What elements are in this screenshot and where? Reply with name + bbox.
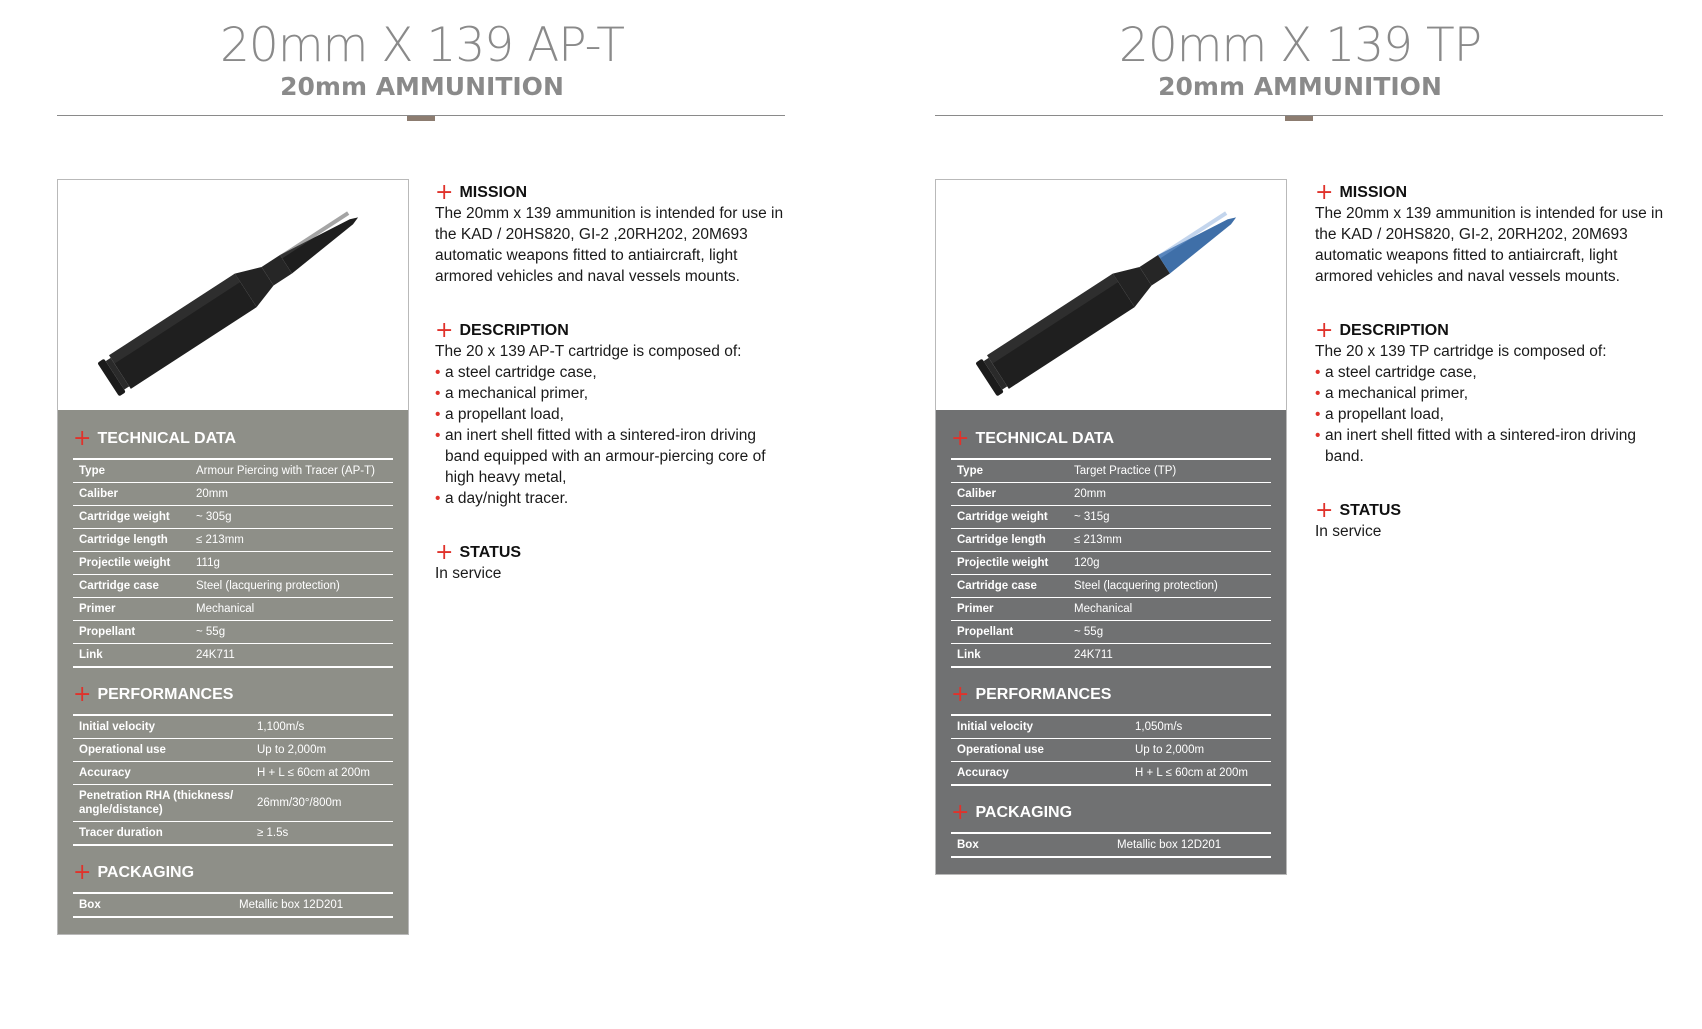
spec-key: Propellant [951,621,1068,644]
product-ap-t [57,0,792,1029]
table-row [73,893,393,917]
spec-key: Cartridge weight [73,506,190,529]
data-panel [936,410,1286,874]
cartridge-illustration [936,180,1286,410]
product-subtitle: 20mm AMMUNITION [1158,72,1442,101]
product-tp [935,0,1670,1029]
status-text: In service [1315,523,1382,540]
mission-text: The 20mm x 139 ammunition is intended for use in the KAD / 20HS820, GI-2 ,20RH202, 20M693 automatic weapons fitted to antiaircraft, light armored vehicles and naval vessels mounts. [435,205,784,285]
plus-icon: + [73,426,92,451]
table-row [73,483,393,506]
spec-value: Target Practice (TP) [1068,459,1271,483]
table-row [73,575,393,598]
plus-icon: + [1315,317,1334,343]
spec-key: Caliber [951,483,1068,506]
spec-key: Link [951,644,1068,668]
spec-key: Penetration RHA (thickness/ angle/distance) [73,785,251,822]
spec-key: Tracer duration [73,822,251,846]
packaging-heading: + PACKAGING [951,800,1073,825]
cartridge-image [58,180,408,410]
spec-key: Projectile weight [951,552,1068,575]
plus-icon: + [1315,497,1334,523]
data-panel [58,410,408,934]
table-row [951,621,1271,644]
spec-value: Up to 2,000m [1129,739,1271,762]
spec-key: Cartridge case [73,575,190,598]
plus-icon: + [951,426,970,451]
spec-key: Projectile weight [73,552,190,575]
table-row [73,552,393,575]
spec-key: Type [73,459,190,483]
performances-table [951,714,1271,786]
table-row [951,459,1271,483]
product-text [435,179,785,617]
spec-key: Primer [951,598,1068,621]
spec-value: Metallic box 12D201 [233,893,393,917]
table-row [951,506,1271,529]
spec-value: H + L ≤ 60cm at 200m [251,762,393,785]
plus-icon: + [951,800,970,825]
spec-value: ~ 55g [1068,621,1271,644]
list-item: • an inert shell fitted with a sintered-iron driving band. [1315,425,1665,467]
description-list [1315,362,1665,467]
cartridge-image [936,180,1286,410]
mission-heading: + MISSION [435,179,527,205]
table-row [73,529,393,552]
spec-key: Initial velocity [951,715,1129,739]
list-item: • a day/night tracer. [435,488,785,509]
projectile-tip [280,208,364,273]
spec-value: ~ 55g [190,621,393,644]
mission-section [1315,179,1665,287]
table-row [73,459,393,483]
list-item: • a mechanical primer, [435,383,785,404]
description-heading: + DESCRIPTION [435,317,569,343]
spec-value: ≤ 213mm [190,529,393,552]
plus-icon: + [435,317,454,343]
cartridge-illustration [58,180,408,410]
list-item: • an inert shell fitted with a sintered-iron driving band equipped with an armour-piercing core of high heavy metal, [435,425,785,488]
spec-value: 20mm [1068,483,1271,506]
spec-card [935,179,1287,875]
spec-value: H + L ≤ 60cm at 200m [1129,762,1271,786]
list-item: • a propellant load, [1315,404,1665,425]
spec-key: Cartridge length [73,529,190,552]
spec-value: Up to 2,000m [251,739,393,762]
product-title: 20mm X 139 TP [1118,18,1482,73]
spec-value: 26mm/30°/800m [251,785,393,822]
spec-value: 111g [190,552,393,575]
spec-value: 24K711 [1068,644,1271,668]
table-row [951,833,1271,857]
spec-value: Mechanical [190,598,393,621]
table-row [73,621,393,644]
technical-data-heading: + TECHNICAL DATA [73,426,237,451]
spec-key: Cartridge weight [951,506,1068,529]
status-section [435,539,785,584]
spec-key: Cartridge length [951,529,1068,552]
status-heading: + STATUS [1315,497,1402,523]
spec-value: ~ 305g [190,506,393,529]
table-row [73,715,393,739]
spec-value: 120g [1068,552,1271,575]
projectile-tip [1158,208,1242,273]
spec-value: ≤ 213mm [1068,529,1271,552]
list-item: • a mechanical primer, [1315,383,1665,404]
table-row [73,644,393,668]
product-text [1315,179,1665,575]
product-subtitle: 20mm AMMUNITION [280,72,564,101]
spec-value: Mechanical [1068,598,1271,621]
table-row [951,715,1271,739]
table-row [73,506,393,529]
spec-value: Steel (lacquering protection) [190,575,393,598]
mission-section [435,179,785,287]
spec-key: Operational use [951,739,1129,762]
list-item: • a steel cartridge case, [1315,362,1665,383]
plus-icon: + [73,860,92,885]
description-list [435,362,785,509]
technical-data-heading: + TECHNICAL DATA [951,426,1115,451]
plus-icon: + [73,682,92,707]
product-title: 20mm X 139 AP-T [220,18,624,73]
table-row [951,598,1271,621]
technical-data-table [73,458,393,668]
plus-icon: + [1315,179,1334,205]
spec-key: Box [73,893,233,917]
list-item: • a steel cartridge case, [435,362,785,383]
table-row [951,644,1271,668]
spec-key: Propellant [73,621,190,644]
table-row [951,762,1271,786]
spec-key: Cartridge case [951,575,1068,598]
plus-icon: + [435,539,454,565]
spec-key: Primer [73,598,190,621]
performances-heading: + PERFORMANCES [73,682,234,707]
spec-value: Steel (lacquering protection) [1068,575,1271,598]
spec-value: 1,050m/s [1129,715,1271,739]
spec-key: Link [73,644,190,668]
spec-value: Armour Piercing with Tracer (AP-T) [190,459,393,483]
packaging-heading: + PACKAGING [73,860,195,885]
table-row [73,822,393,846]
status-text: In service [435,565,502,582]
mission-heading: + MISSION [1315,179,1407,205]
performances-table [73,714,393,846]
spec-key: Accuracy [73,762,251,785]
spec-value: 20mm [190,483,393,506]
packaging-table [73,892,393,918]
table-row [951,529,1271,552]
table-row [73,739,393,762]
list-item: • a propellant load, [435,404,785,425]
spec-value: ~ 315g [1068,506,1271,529]
description-section [435,317,785,509]
spec-key: Initial velocity [73,715,251,739]
table-row [951,739,1271,762]
spec-key: Type [951,459,1068,483]
spec-key: Operational use [73,739,251,762]
description-section [1315,317,1665,467]
spec-key: Box [951,833,1111,857]
table-row [951,552,1271,575]
description-intro: The 20 x 139 TP cartridge is composed of: [1315,343,1607,360]
table-row [73,785,393,822]
spec-key: Accuracy [951,762,1129,786]
plus-icon: + [951,682,970,707]
plus-icon: + [435,179,454,205]
spec-value: 1,100m/s [251,715,393,739]
table-row [951,575,1271,598]
packaging-table [951,832,1271,858]
divider-tab [1285,116,1313,121]
divider-tab [407,116,435,121]
spec-key: Caliber [73,483,190,506]
spec-value: Metallic box 12D201 [1111,833,1271,857]
spec-card [57,179,409,935]
technical-data-table [951,458,1271,668]
spec-value: 24K711 [190,644,393,668]
status-heading: + STATUS [435,539,522,565]
description-intro: The 20 x 139 AP-T cartridge is composed of: [435,343,742,360]
spec-value: ≥ 1.5s [251,822,393,846]
mission-text: The 20mm x 139 ammunition is intended for use in the KAD / 20HS820, GI-2, 20RH202, 20M693 automatic weapons fitted to antiaircraft, light armored vehicles and naval vessels mounts. [1315,205,1664,285]
status-section [1315,497,1665,542]
description-heading: + DESCRIPTION [1315,317,1449,343]
table-row [73,598,393,621]
performances-heading: + PERFORMANCES [951,682,1112,707]
table-row [951,483,1271,506]
table-row [73,762,393,785]
